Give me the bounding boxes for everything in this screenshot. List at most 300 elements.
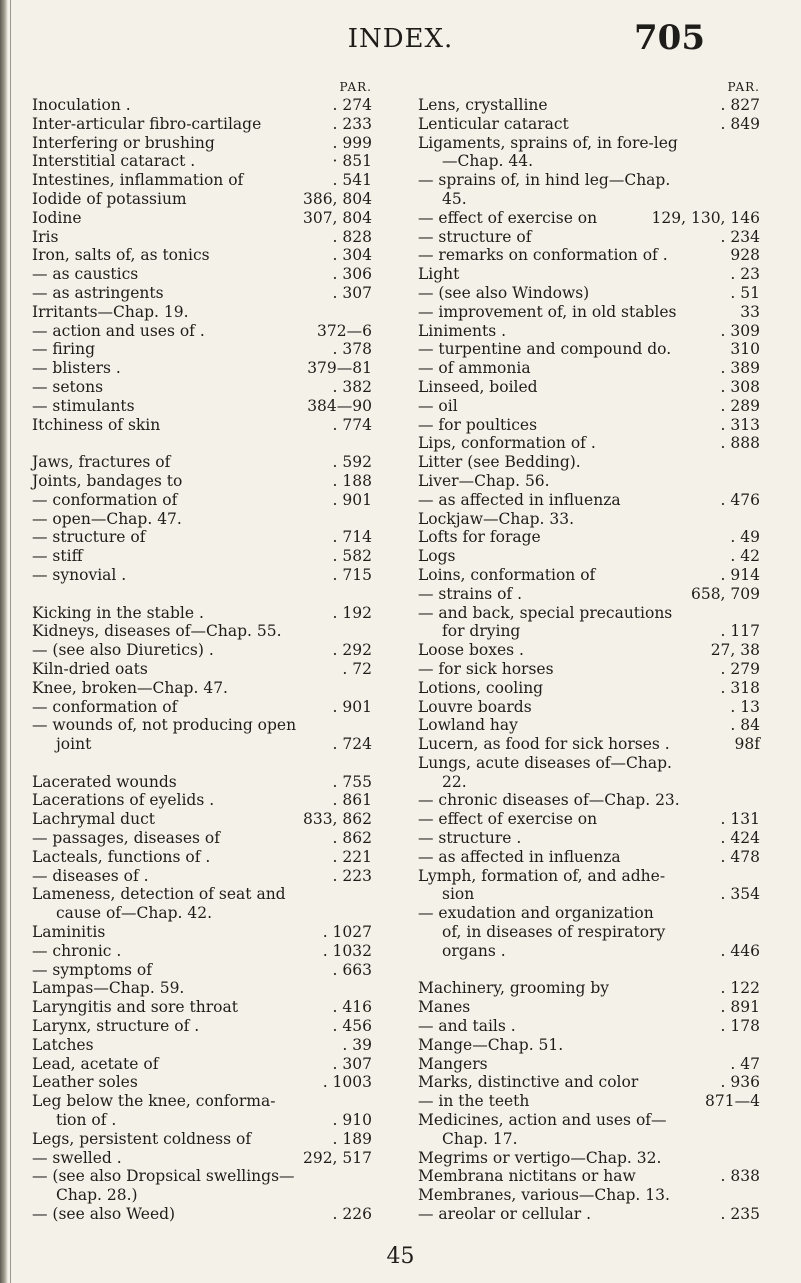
- entry-term: 22.: [442, 772, 467, 791]
- entry-reference: . 476: [720, 490, 760, 509]
- section-gap: [32, 585, 372, 604]
- index-entry: [418, 1149, 760, 1168]
- index-entry: [32, 679, 372, 698]
- entry-term: Inoculation .: [32, 96, 131, 114]
- index-column-right: [418, 80, 760, 1224]
- index-entry: [418, 791, 760, 810]
- index-entry: [418, 228, 760, 247]
- entry-term: — conformation of: [32, 490, 178, 509]
- entry-term: —Chap. 44.: [442, 152, 534, 171]
- entry-term: sion: [442, 885, 475, 904]
- entry-term: — as caustics: [32, 265, 139, 284]
- index-entry: [32, 190, 372, 209]
- entry-term: Iron, salts of, as tonics: [32, 246, 210, 265]
- entry-term: Kiln-dried oats: [32, 659, 148, 678]
- entry-term: Lead, acetate of: [32, 1054, 159, 1073]
- entry-term: Lucern, as food for sick horses .: [418, 735, 670, 754]
- entry-term: Membranes, various—Chap. 13.: [418, 1186, 670, 1205]
- index-entry: [32, 134, 372, 153]
- index-entry: [418, 96, 760, 115]
- entry-reference: . 307: [332, 1054, 372, 1073]
- entry-reference: . 416: [332, 998, 372, 1017]
- index-entry: [32, 547, 372, 566]
- index-entry: [32, 923, 372, 942]
- entry-term: Lacteals, functions of .: [32, 847, 211, 866]
- index-entry: [418, 340, 760, 359]
- index-entry: [32, 246, 372, 265]
- entry-reference: . 117: [720, 622, 760, 641]
- entry-reference: 372—6: [317, 321, 372, 340]
- entry-term: — setons: [32, 377, 104, 396]
- index-entry: [418, 303, 760, 322]
- entry-term: Lofts for forage: [418, 528, 541, 547]
- index-entry: [418, 885, 760, 904]
- entry-term: — turpentine and compound do.: [418, 340, 672, 359]
- entry-reference: . 888: [720, 434, 760, 453]
- entry-term: — diseases of .: [32, 866, 149, 885]
- entry-reference: . 51: [730, 283, 760, 302]
- entry-term: tion of .: [56, 1111, 117, 1130]
- entry-term: cause of—Chap. 42.: [56, 904, 213, 923]
- entry-term: — as affected in influenza: [418, 847, 621, 866]
- entry-reference: . 424: [720, 829, 760, 848]
- index-entry: [32, 510, 372, 529]
- entry-term: of, in diseases of respiratory: [442, 923, 666, 942]
- entry-term: Marks, distinctive and color: [418, 1073, 639, 1092]
- index-entry: [418, 472, 760, 491]
- entry-reference: . 936: [720, 1073, 760, 1092]
- entry-term: Liniments .: [418, 321, 507, 340]
- entry-reference: . 72: [342, 659, 372, 678]
- index-entry: [32, 773, 372, 792]
- entry-term: — as affected in influenza: [418, 490, 621, 509]
- index-entry: [32, 885, 372, 904]
- index-entry: [418, 265, 760, 284]
- index-entry: [32, 265, 372, 284]
- page-number: 705: [634, 18, 705, 58]
- index-entry: [32, 359, 372, 378]
- entry-term: Leg below the knee, conforma-: [32, 1092, 276, 1111]
- index-entry: [32, 942, 372, 961]
- entry-reference: . 178: [720, 1017, 760, 1036]
- index-entry: [32, 528, 372, 547]
- index-entry: [418, 754, 760, 773]
- index-entry: [32, 340, 372, 359]
- index-entry: [418, 942, 760, 961]
- entry-reference: . 289: [720, 396, 760, 415]
- entry-term: Joints, bandages to: [32, 471, 183, 490]
- entry-term: Megrims or vertigo—Chap. 32.: [418, 1148, 662, 1167]
- entry-term: Kicking in the stable .: [32, 603, 204, 622]
- entry-term: — strains of .: [418, 584, 523, 603]
- index-entry: [418, 378, 760, 397]
- entry-reference: 384—90: [307, 396, 372, 415]
- entry-term: Latches: [32, 1035, 94, 1054]
- entry-term: Lenticular cataract: [418, 114, 569, 133]
- entry-reference: 292, 517: [302, 1148, 372, 1167]
- entry-term: — improvement of, in old stables: [418, 302, 677, 321]
- entry-term: — action and uses of .: [32, 321, 205, 340]
- entry-reference: . 309: [720, 321, 760, 340]
- entry-term: Light: [418, 265, 460, 284]
- index-entry: [418, 810, 760, 829]
- entry-term: — swelled .: [32, 1148, 122, 1167]
- entry-term: — (see also Windows): [418, 283, 590, 302]
- entry-reference: . 304: [332, 246, 372, 265]
- entry-term: Litter (see Bedding).: [418, 453, 581, 472]
- index-entry: [32, 867, 372, 886]
- entry-reference: . 838: [720, 1167, 760, 1186]
- index-entry: [418, 716, 760, 735]
- index-entry: [32, 171, 372, 190]
- entry-reference: . 456: [332, 1017, 372, 1036]
- index-entry: [32, 1055, 372, 1074]
- index-entries-right: [418, 96, 760, 1224]
- entry-reference: . 663: [332, 960, 372, 979]
- entry-term: — stiff: [32, 547, 83, 566]
- page-binding-line: [10, 0, 11, 1283]
- entry-reference: . 389: [720, 359, 760, 378]
- index-entry: [32, 491, 372, 510]
- index-entry: [32, 698, 372, 717]
- entry-term: Membrana nictitans or haw: [418, 1167, 636, 1186]
- entry-reference: . 13: [730, 697, 760, 716]
- index-entry: [418, 1167, 760, 1186]
- entry-reference: . 188: [332, 471, 372, 490]
- entry-term: Interfering or brushing: [32, 133, 215, 152]
- entry-term: organs .: [442, 941, 506, 960]
- index-entry: [418, 773, 760, 792]
- column-heading: PAR.: [339, 80, 372, 94]
- index-entry: [418, 1092, 760, 1111]
- index-entry: [418, 322, 760, 341]
- entry-term: — and tails .: [418, 1017, 516, 1036]
- entry-term: Kidneys, diseases of—Chap. 55.: [32, 622, 282, 641]
- index-entry: [32, 641, 372, 660]
- entry-reference: . 592: [332, 453, 372, 472]
- entry-term: Chap. 17.: [442, 1129, 518, 1148]
- entry-term: Lungs, acute diseases of—Chap.: [418, 753, 672, 772]
- entry-reference: . 84: [730, 716, 760, 735]
- entry-term: Lacerated wounds: [32, 772, 177, 791]
- entry-term: — and back, special precautions: [418, 603, 673, 622]
- entry-term: Lymph, formation of, and adhe-: [418, 866, 666, 885]
- entry-term: — passages, diseases of: [32, 829, 220, 848]
- index-entry: [418, 923, 760, 942]
- index-entry: [418, 491, 760, 510]
- section-gap: [418, 961, 760, 980]
- entry-term: — exudation and organization: [418, 904, 654, 923]
- index-entries-left: [32, 96, 372, 1224]
- index-entry: [418, 190, 760, 209]
- entry-reference: . 861: [332, 791, 372, 810]
- entry-term: — chronic .: [32, 941, 122, 960]
- entry-term: — areolar or cellular .: [418, 1205, 591, 1224]
- index-entry: [32, 1149, 372, 1168]
- entry-reference: . 307: [332, 283, 372, 302]
- entry-term: Larynx, structure of .: [32, 1017, 200, 1036]
- index-entry: [32, 1130, 372, 1149]
- entry-term: joint: [56, 735, 92, 754]
- index-entry: [32, 228, 372, 247]
- index-entry: [32, 1111, 372, 1130]
- index-entry: [418, 660, 760, 679]
- entry-reference: . 478: [720, 847, 760, 866]
- entry-reference: . 23: [730, 265, 760, 284]
- index-entry: [32, 810, 372, 829]
- entry-term: Ligaments, sprains of, in fore-leg: [418, 133, 678, 152]
- entry-reference: 658, 709: [690, 584, 760, 603]
- entry-reference: 928: [730, 246, 760, 265]
- entry-reference: . 541: [332, 171, 372, 190]
- entry-term: — structure of: [32, 528, 146, 547]
- entry-reference: 27, 38: [710, 641, 760, 660]
- entry-term: Inter-articular fibro-cartilage: [32, 114, 262, 133]
- index-entry: [418, 848, 760, 867]
- entry-term: Mangers: [418, 1054, 488, 1073]
- entry-reference: . 279: [720, 659, 760, 678]
- entry-term: Itchiness of skin: [32, 415, 161, 434]
- page-binding-edge: [0, 0, 8, 1283]
- entry-term: — conformation of: [32, 697, 178, 716]
- entry-reference: . 714: [332, 528, 372, 547]
- entry-reference: 379—81: [307, 359, 372, 378]
- index-entry: [32, 735, 372, 754]
- index-entry: [32, 622, 372, 641]
- entry-reference: · 851: [332, 152, 372, 171]
- index-entry: [32, 284, 372, 303]
- entry-reference: . 42: [730, 547, 760, 566]
- entry-reference: . 221: [332, 847, 372, 866]
- entry-reference: . 131: [720, 810, 760, 829]
- entry-reference: . 354: [720, 885, 760, 904]
- entry-reference: . 901: [332, 490, 372, 509]
- index-entry: [32, 979, 372, 998]
- entry-term: — effect of exercise on: [418, 208, 598, 227]
- index-entry: [418, 246, 760, 265]
- index-entry: [418, 1055, 760, 1074]
- entry-term: Interstitial cataract .: [32, 152, 196, 171]
- entry-term: Loins, conformation of: [418, 565, 596, 584]
- entry-term: Leather soles: [32, 1073, 138, 1092]
- entry-term: Iodide of potassium: [32, 189, 187, 208]
- index-entry: [418, 998, 760, 1017]
- entry-term: Medicines, action and uses of—: [418, 1111, 667, 1130]
- entry-term: — for poultices: [418, 415, 538, 434]
- index-entry: [32, 1205, 372, 1224]
- index-entry: [418, 1205, 760, 1224]
- entry-term: Iodine: [32, 208, 82, 227]
- index-entry: [418, 1130, 760, 1149]
- entry-reference: . 226: [332, 1205, 372, 1224]
- index-entry: [418, 1111, 760, 1130]
- index-entry: [32, 716, 372, 735]
- entry-reference: . 1027: [322, 923, 372, 942]
- entry-term: Lips, conformation of .: [418, 434, 596, 453]
- entry-reference: . 274: [332, 96, 372, 114]
- entry-term: — open—Chap. 47.: [32, 509, 182, 528]
- entry-term: for drying: [442, 622, 521, 641]
- index-entry: [32, 566, 372, 585]
- index-entry: [418, 209, 760, 228]
- index-entry: [418, 1186, 760, 1205]
- entry-term: Legs, persistent coldness of: [32, 1129, 252, 1148]
- entry-reference: . 910: [332, 1111, 372, 1130]
- entry-term: Logs: [418, 547, 456, 566]
- entry-term: 45.: [442, 189, 467, 208]
- entry-reference: . 446: [720, 941, 760, 960]
- index-entry: [32, 378, 372, 397]
- entry-reference: . 1003: [322, 1073, 372, 1092]
- entry-reference: . 774: [332, 415, 372, 434]
- entry-term: — in the teeth: [418, 1092, 530, 1111]
- section-gap: [32, 434, 372, 453]
- entry-term: — remarks on conformation of .: [418, 246, 668, 265]
- entry-term: Laminitis: [32, 923, 106, 942]
- index-entry: [32, 115, 372, 134]
- entry-reference: 833, 862: [302, 810, 372, 829]
- entry-reference: . 378: [332, 340, 372, 359]
- entry-term: Liver—Chap. 56.: [418, 471, 550, 490]
- index-entry: [32, 322, 372, 341]
- entry-reference: . 849: [720, 114, 760, 133]
- entry-term: Jaws, fractures of: [32, 453, 171, 472]
- index-entry: [418, 585, 760, 604]
- entry-term: — structure .: [418, 829, 522, 848]
- entry-term: Linseed, boiled: [418, 377, 538, 396]
- signature-mark: 45: [386, 1244, 415, 1269]
- page-header: [0, 18, 801, 68]
- index-entry: [32, 1092, 372, 1111]
- entry-term: Irritants—Chap. 19.: [32, 302, 189, 321]
- entry-term: — structure of: [418, 227, 532, 246]
- entry-term: — (see also Dropsical swellings—: [32, 1167, 295, 1186]
- entry-term: Knee, broken—Chap. 47.: [32, 678, 228, 697]
- index-entry: [418, 115, 760, 134]
- entry-reference: 129, 130, 146: [651, 208, 760, 227]
- index-entry: [32, 604, 372, 623]
- entry-term: Mange—Chap. 51.: [418, 1035, 564, 1054]
- entry-term: — effect of exercise on: [418, 810, 598, 829]
- entry-reference: . 914: [720, 565, 760, 584]
- index-entry: [418, 1036, 760, 1055]
- entry-term: Loose boxes .: [418, 641, 524, 660]
- running-title: INDEX.: [347, 24, 454, 54]
- entry-term: — sprains of, in hind leg—Chap.: [418, 171, 671, 190]
- index-entry: [418, 453, 760, 472]
- entry-term: Machinery, grooming by: [418, 979, 610, 998]
- entry-reference: . 862: [332, 829, 372, 848]
- entry-reference: . 715: [332, 565, 372, 584]
- entry-reference: . 234: [720, 227, 760, 246]
- entry-reference: . 901: [332, 697, 372, 716]
- index-entry: [418, 641, 760, 660]
- entry-term: Lampas—Chap. 59.: [32, 979, 185, 998]
- index-entry: [32, 96, 372, 115]
- index-entry: [418, 152, 760, 171]
- entry-reference: . 233: [332, 114, 372, 133]
- index-entry: [418, 1073, 760, 1092]
- index-entry: [32, 961, 372, 980]
- entry-reference: . 39: [342, 1035, 372, 1054]
- entry-term: — for sick horses: [418, 659, 554, 678]
- entry-term: — symptoms of: [32, 960, 152, 979]
- index-entry: [32, 397, 372, 416]
- index-entry: [418, 735, 760, 754]
- entry-term: Laryngitis and sore throat: [32, 998, 238, 1017]
- index-entry: [32, 998, 372, 1017]
- entry-term: — oil: [418, 396, 458, 415]
- index-entry: [418, 904, 760, 923]
- entry-term: — wounds of, not producing open: [32, 716, 297, 735]
- entry-term: — (see also Diuretics) .: [32, 641, 214, 660]
- index-entry: [32, 152, 372, 171]
- column-heading: PAR.: [727, 80, 760, 94]
- entry-term: Lameness, detection of seat and: [32, 885, 286, 904]
- entry-reference: . 47: [730, 1054, 760, 1073]
- entry-term: Intestines, inflammation of: [32, 171, 244, 190]
- entry-term: Lockjaw—Chap. 33.: [418, 509, 575, 528]
- index-entry: [32, 791, 372, 810]
- entry-reference: . 306: [332, 265, 372, 284]
- index-entry: [32, 848, 372, 867]
- index-entry: [32, 660, 372, 679]
- entry-term: — (see also Weed): [32, 1205, 176, 1224]
- entry-term: Lowland hay: [418, 716, 518, 735]
- entry-reference: . 49: [730, 528, 760, 547]
- entry-term: — of ammonia: [418, 359, 531, 378]
- index-entry: [32, 209, 372, 228]
- index-entry: [418, 359, 760, 378]
- entry-reference: . 891: [720, 998, 760, 1017]
- section-gap: [32, 754, 372, 773]
- entry-reference: . 122: [720, 979, 760, 998]
- index-entry: [418, 284, 760, 303]
- entry-reference: . 313: [720, 415, 760, 434]
- entry-reference: 310: [730, 340, 760, 359]
- index-entry: [32, 829, 372, 848]
- entry-reference: . 382: [332, 377, 372, 396]
- index-entry: [418, 134, 760, 153]
- entry-term: Lacerations of eyelids .: [32, 791, 215, 810]
- index-entry: [418, 171, 760, 190]
- entry-reference: . 1032: [322, 941, 372, 960]
- index-entry: [418, 528, 760, 547]
- entry-reference: . 292: [332, 641, 372, 660]
- index-entry: [418, 829, 760, 848]
- index-entry: [418, 416, 760, 435]
- entry-reference: . 724: [332, 735, 372, 754]
- entry-reference: . 308: [720, 377, 760, 396]
- entry-term: — blisters .: [32, 359, 121, 378]
- index-entry: [418, 698, 760, 717]
- entry-reference: . 235: [720, 1205, 760, 1224]
- entry-reference: 871—4: [705, 1092, 760, 1111]
- entry-reference: . 582: [332, 547, 372, 566]
- index-entry: [32, 472, 372, 491]
- entry-term: — stimulants: [32, 396, 135, 415]
- entry-term: Lens, crystalline: [418, 96, 548, 114]
- entry-reference: . 318: [720, 678, 760, 697]
- index-entry: [32, 1167, 372, 1186]
- entry-reference: 386, 804: [302, 189, 372, 208]
- index-entry: [418, 547, 760, 566]
- entry-term: Chap. 28.): [56, 1186, 138, 1205]
- entry-term: — chronic diseases of—Chap. 23.: [418, 791, 680, 810]
- index-entry: [418, 1017, 760, 1036]
- index-entry: [32, 416, 372, 435]
- index-entry: [32, 1017, 372, 1036]
